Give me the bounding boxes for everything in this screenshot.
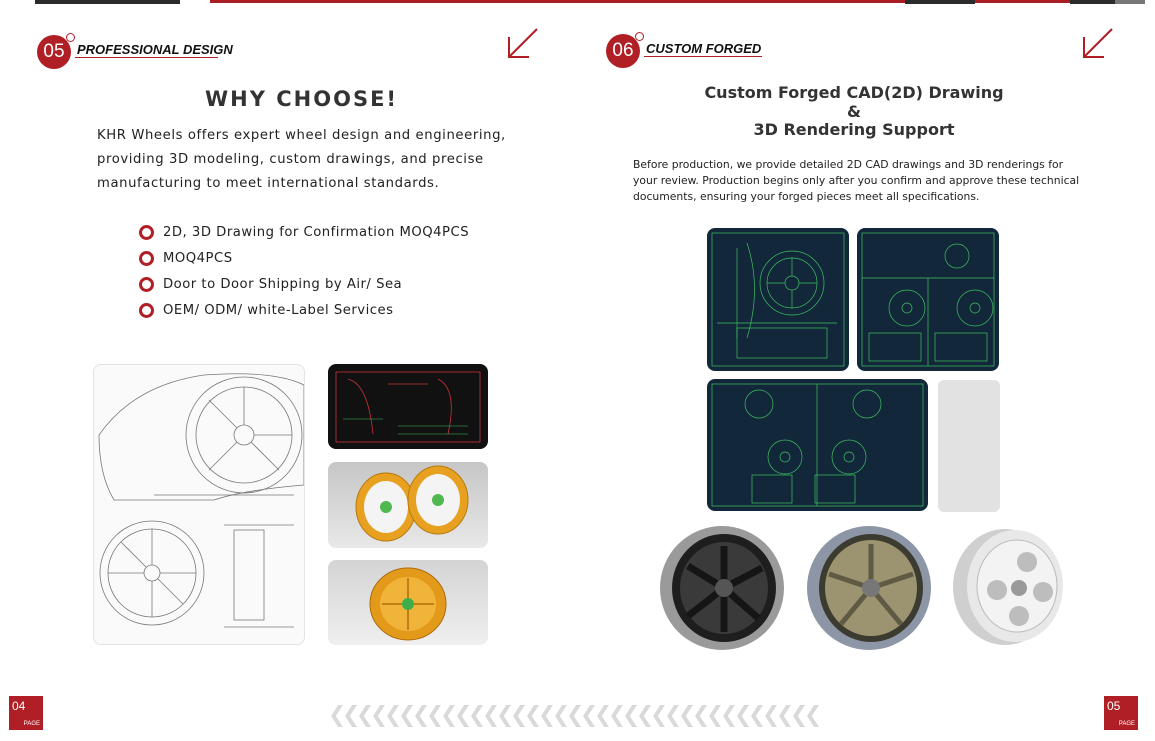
badge-dot (635, 32, 644, 41)
cad-drawing (707, 379, 928, 511)
top-bar-red-2 (975, 0, 1070, 3)
feature-item (139, 271, 469, 297)
description-line: your review. Production begins only after you confirm and approve these technical (633, 174, 1080, 187)
section-underline (644, 56, 762, 57)
cad-drawing (857, 228, 999, 371)
feature-list (139, 219, 469, 323)
intro-line: manufacturing to meet international standards. (97, 176, 440, 191)
wheel-sketch (94, 365, 305, 645)
cad-drawing (707, 228, 849, 371)
arrow-down-left-icon (1080, 27, 1114, 61)
page-number: 04 (12, 699, 26, 713)
page-label: PAGE (1118, 721, 1135, 727)
wheel-render (328, 560, 488, 645)
intro-paragraph (97, 124, 517, 196)
section-underline (75, 57, 218, 58)
top-bar-red (210, 0, 905, 3)
section-title: CUSTOM FORGED (646, 41, 762, 56)
bullet-icon (139, 277, 154, 292)
bullet-icon (139, 251, 154, 266)
feature-label: 2D, 3D Drawing for Confirmation MOQ4PCS (163, 224, 470, 240)
intro-line: providing 3D modeling, custom drawings, and precise (97, 152, 484, 167)
page-number-badge (1104, 696, 1138, 730)
cad-drawing-image (857, 228, 999, 371)
page-number: 05 (1107, 699, 1121, 713)
top-bar-mid (905, 0, 975, 4)
heading-line: & (847, 101, 861, 121)
cad-drawing-image (328, 364, 488, 449)
heading-line: 3D Rendering Support (753, 120, 955, 139)
badge-dot (66, 33, 75, 42)
section-title: PROFESSIONAL DESIGN (77, 42, 233, 57)
top-bar-right (1070, 0, 1115, 4)
wheel-render-green-image (328, 462, 488, 548)
feature-label: Door to Door Shipping by Air/ Sea (163, 276, 403, 292)
intro-line: KHR Wheels offers expert wheel design and engineering, (97, 128, 506, 143)
wheel-render-gold-image (328, 560, 488, 645)
why-choose-heading: WHY CHOOSE! (205, 87, 398, 111)
description-line: Before production, we provide detailed 2D CAD drawings and 3D renderings for (633, 158, 1064, 171)
bullet-icon (139, 303, 154, 318)
wheel-render (328, 462, 488, 548)
wheel-render-silver-image (947, 522, 1077, 652)
description-paragraph (633, 157, 1123, 205)
chevron-decoration (150, 705, 1000, 727)
bullet-icon (139, 225, 154, 240)
description-line: documents, ensuring your forged pieces meet all specifications. (633, 190, 980, 203)
arrow-down-left-icon (505, 27, 539, 61)
cad-drawing (328, 364, 488, 449)
page-label: PAGE (23, 721, 40, 727)
section-number-badge: 05 (37, 35, 71, 69)
feature-item (139, 297, 469, 323)
top-bar-left (35, 0, 180, 4)
feature-item (139, 245, 469, 271)
blank-placeholder (938, 380, 1000, 512)
wheel-sketch-image (93, 364, 305, 645)
top-bar-end (1115, 0, 1145, 4)
feature-item (139, 219, 469, 245)
wheel-render-black-image (648, 518, 788, 658)
wheel-render (947, 522, 1077, 652)
wheel-render (797, 518, 937, 658)
heading-line: Custom Forged CAD(2D) Drawing (704, 83, 1004, 102)
custom-forged-heading (680, 84, 1028, 140)
wheel-render-bronze-image (797, 518, 937, 658)
page-number-badge (9, 696, 43, 730)
cad-drawing-image (707, 228, 849, 371)
cad-drawing-image (707, 379, 928, 511)
section-number-badge: 06 (606, 34, 640, 68)
feature-label: MOQ4PCS (163, 250, 233, 266)
wheel-render (648, 518, 788, 658)
feature-label: OEM/ ODM/ white-Label Services (163, 302, 394, 318)
